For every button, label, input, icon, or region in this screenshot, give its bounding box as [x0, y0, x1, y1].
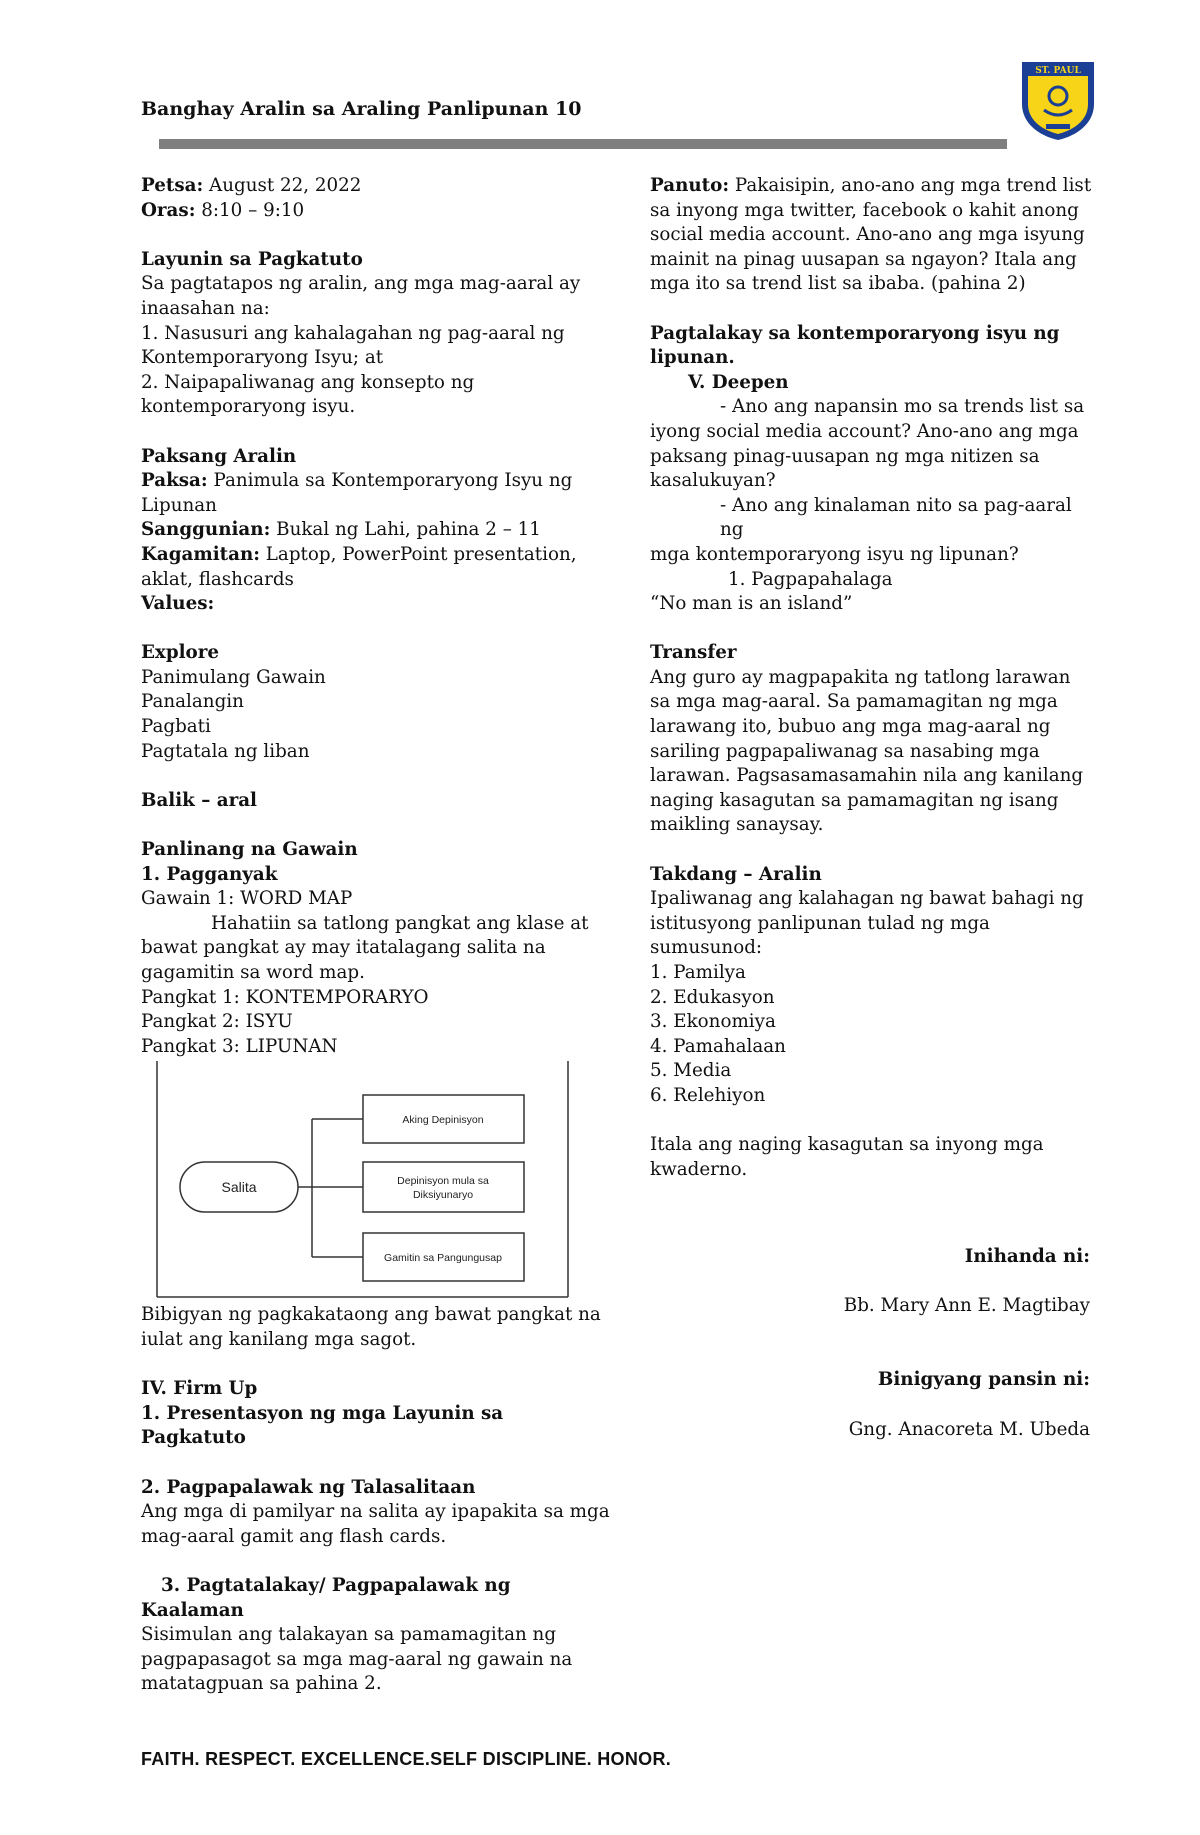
pagtatalakay-heading-cont: Kaalaman	[141, 1599, 244, 1621]
gawain-desc: Hahatiin sa tatlong pangkat ang klase at bawat pangkat ay may itatalagang salita na gagamitin sa word map.	[141, 912, 589, 983]
bibigyan-text: Bibigyan ng pagkakataong ang bawat pangkat na iulat ang kanilang mga sagot.	[141, 1304, 601, 1350]
layunin-item: 1. Nasusuri ang kahalagahan ng pag-aaral ng Kontemporaryong Isyu; at	[141, 322, 565, 369]
pagpapalawak-text: Ang mga di pamilyar na salita ay ipapakita sa mga mag-aaral gamit ang flash cards.	[141, 1501, 610, 1547]
deepen-question-rest: mga kontemporaryong isyu ng lipunan?	[650, 543, 1019, 565]
deepen-question-rest: iyong social media account? Ano-ano ang mga paksang pinag-uusapan ng mga nitizen sa kasalukuyan?	[650, 420, 1079, 492]
deepen-question-lead: - Ano ang kinalaman nito sa pag-aaral ng	[720, 494, 1072, 541]
pagtatalakay-text: Sisimulan ang talakayan sa pamamagitan ng pagpapasagot sa mga mag-aaral ng gawain na matatagpuan sa pahina 2.	[141, 1624, 573, 1695]
takdang-aralin-text: Ipaliwanag ang kalahagan ng bawat bahagi ng istitusyong panlipunan tulad ng mga sumusunod:	[650, 888, 1084, 959]
kagamitan-line	[141, 543, 611, 592]
values-label: Values:	[141, 593, 215, 615]
inihanda-name: Bb. Mary Ann E. Magtibay	[843, 1295, 1090, 1316]
paksang-aralin-heading: Paksang Aralin	[141, 445, 297, 467]
takdang-item: 3. Ekonomiya	[650, 1011, 776, 1033]
footer-motto: FAITH. RESPECT. EXCELLENCE.SELF DISCIPLINE. HONOR.	[141, 1749, 672, 1769]
panlinang-heading: Panlinang na Gawain	[141, 839, 358, 861]
right-column	[650, 174, 1095, 1182]
paksa-label: Paksa:	[141, 470, 208, 492]
explore-item: Panimulang Gawain	[141, 666, 326, 688]
panuto-label: Panuto:	[650, 175, 730, 196]
oras-label: Oras:	[141, 199, 196, 221]
layunin-heading: Layunin sa Pagkatuto	[141, 248, 363, 270]
pagganyak-heading: 1. Pagganyak	[141, 863, 278, 885]
petsa-value: August 22, 2022	[203, 175, 362, 196]
transfer-heading: Transfer	[650, 642, 737, 664]
diksiyunaryo-node	[363, 1162, 524, 1212]
kagamitan-label: Kagamitan:	[141, 543, 260, 565]
balik-aral-heading: Balik – aral	[141, 789, 257, 811]
explore-item: Pagtatala ng liban	[141, 740, 310, 762]
sanggunian-line	[141, 518, 611, 543]
sanggunian-label: Sanggunian:	[141, 519, 271, 541]
salita-label: Salita	[221, 1179, 257, 1196]
takdang-item: 5. Media	[650, 1060, 732, 1082]
paksa-value: Panimula sa Kontemporaryong Isyu ng Lipunan	[141, 470, 573, 516]
takdang-item: 6. Relehiyon	[650, 1084, 766, 1106]
school-logo	[1016, 58, 1100, 142]
pagpapalawak-heading: 2. Pagpapalawak ng Talasalitaan	[141, 1476, 476, 1498]
explore-heading: Explore	[141, 642, 220, 664]
sanggunian-value: Bukal ng Lahi, pahina 2 – 11	[270, 519, 541, 541]
paksa-line	[141, 469, 611, 518]
binigyang-name: Gng. Anacoreta M. Ubeda	[848, 1419, 1090, 1440]
panuto-text: Pakaisipin, ano-ano ang mga trend list sa inyong mga twitter, facebook o kahit anong social media account. Ano-ano ang mga isyung mainit na pinag uusapan sa ngayon? Itala ang mga ito sa trend list sa ibaba. (pahina 2)	[650, 175, 1092, 295]
pangkat-item: Pangkat 3: LIPUNAN	[141, 1035, 338, 1057]
gawain-title: Gawain 1: WORD MAP	[141, 888, 353, 910]
kagamitan-value: Laptop, PowerPoint presentation, aklat, flashcards	[141, 543, 577, 590]
inihanda-label: Inihanda ni:	[964, 1246, 1090, 1267]
presentasyon-heading: 1. Presentasyon ng mga Layunin sa Pagkatuto	[141, 1402, 504, 1449]
petsa-label: Petsa:	[141, 175, 204, 196]
diksiyunaryo-label-1: Depinisyon mula sa	[397, 1175, 489, 1188]
takdang-item: 2. Edukasyon	[650, 986, 775, 1008]
firm-up-heading: IV. Firm Up	[141, 1378, 258, 1400]
pagtalakay-heading: Pagtalakay sa kontemporaryong isyu ng lipunan.	[650, 322, 1060, 369]
deepen-question-lead: - Ano ang napansin mo sa trends list sa	[720, 396, 1085, 418]
oras-line	[141, 199, 611, 224]
pagpapahalaga-item: 1. Pagpapahalaga	[728, 568, 893, 590]
word-map-diagram	[155, 1061, 570, 1299]
pangungusap-label: Gamitin sa Pangungusap	[384, 1252, 502, 1265]
oras-value: 8:10 – 9:10	[195, 199, 305, 221]
takdang-item: 4. Pamahalaan	[650, 1035, 786, 1057]
left-column	[141, 174, 611, 1697]
takdang-aralin-heading: Takdang – Aralin	[650, 863, 822, 885]
page-title: Banghay Aralin sa Araling Panlipunan 10	[141, 98, 582, 120]
pagtatalakay-heading: 3. Pagtatalakay/ Pagpapalawak ng	[161, 1574, 511, 1596]
explore-item: Panalangin	[141, 691, 244, 713]
layunin-item: 2. Naipapaliwanag ang konsepto ng kontemporaryong isyu.	[141, 371, 475, 418]
binigyang-label: Binigyang pansin ni:	[877, 1369, 1090, 1390]
aking-depinisyon-label: Aking Depinisyon	[402, 1114, 484, 1127]
pangkat-item: Pangkat 2: ISYU	[141, 1011, 293, 1033]
itala-text: Itala ang naging kasagutan sa inyong mga kwaderno.	[650, 1134, 1044, 1180]
diksiyunaryo-label-2: Diksiyunaryo	[412, 1189, 474, 1202]
transfer-text: Ang guro ay magpapakita ng tatlong larawan sa mga mag-aaral. Sa pamamagitan ng mga larawang ito, bubuo ang mga mag-aaral ng sariling pagpapaliwanag sa nasabing mga larawan. Pagsasamasamahin nila ang kanilang naging kasagutan sa pamamagitan ng isang maikling sanaysay.	[650, 666, 1084, 836]
petsa-line	[141, 174, 611, 199]
quote: “No man is an island”	[650, 593, 853, 615]
panuto-paragraph	[650, 174, 1095, 297]
takdang-item: 1. Pamilya	[650, 962, 746, 983]
layunin-intro: Sa pagtatapos ng aralin, ang mga mag-aaral ay inaasahan na:	[141, 273, 581, 319]
logo-text: ST. PAUL	[1035, 66, 1081, 76]
explore-item: Pagbati	[141, 716, 211, 738]
pangkat-item: Pangkat 1: KONTEMPORARYO	[141, 986, 429, 1008]
deepen-heading: V. Deepen	[688, 371, 789, 393]
header-rule	[159, 139, 1007, 149]
